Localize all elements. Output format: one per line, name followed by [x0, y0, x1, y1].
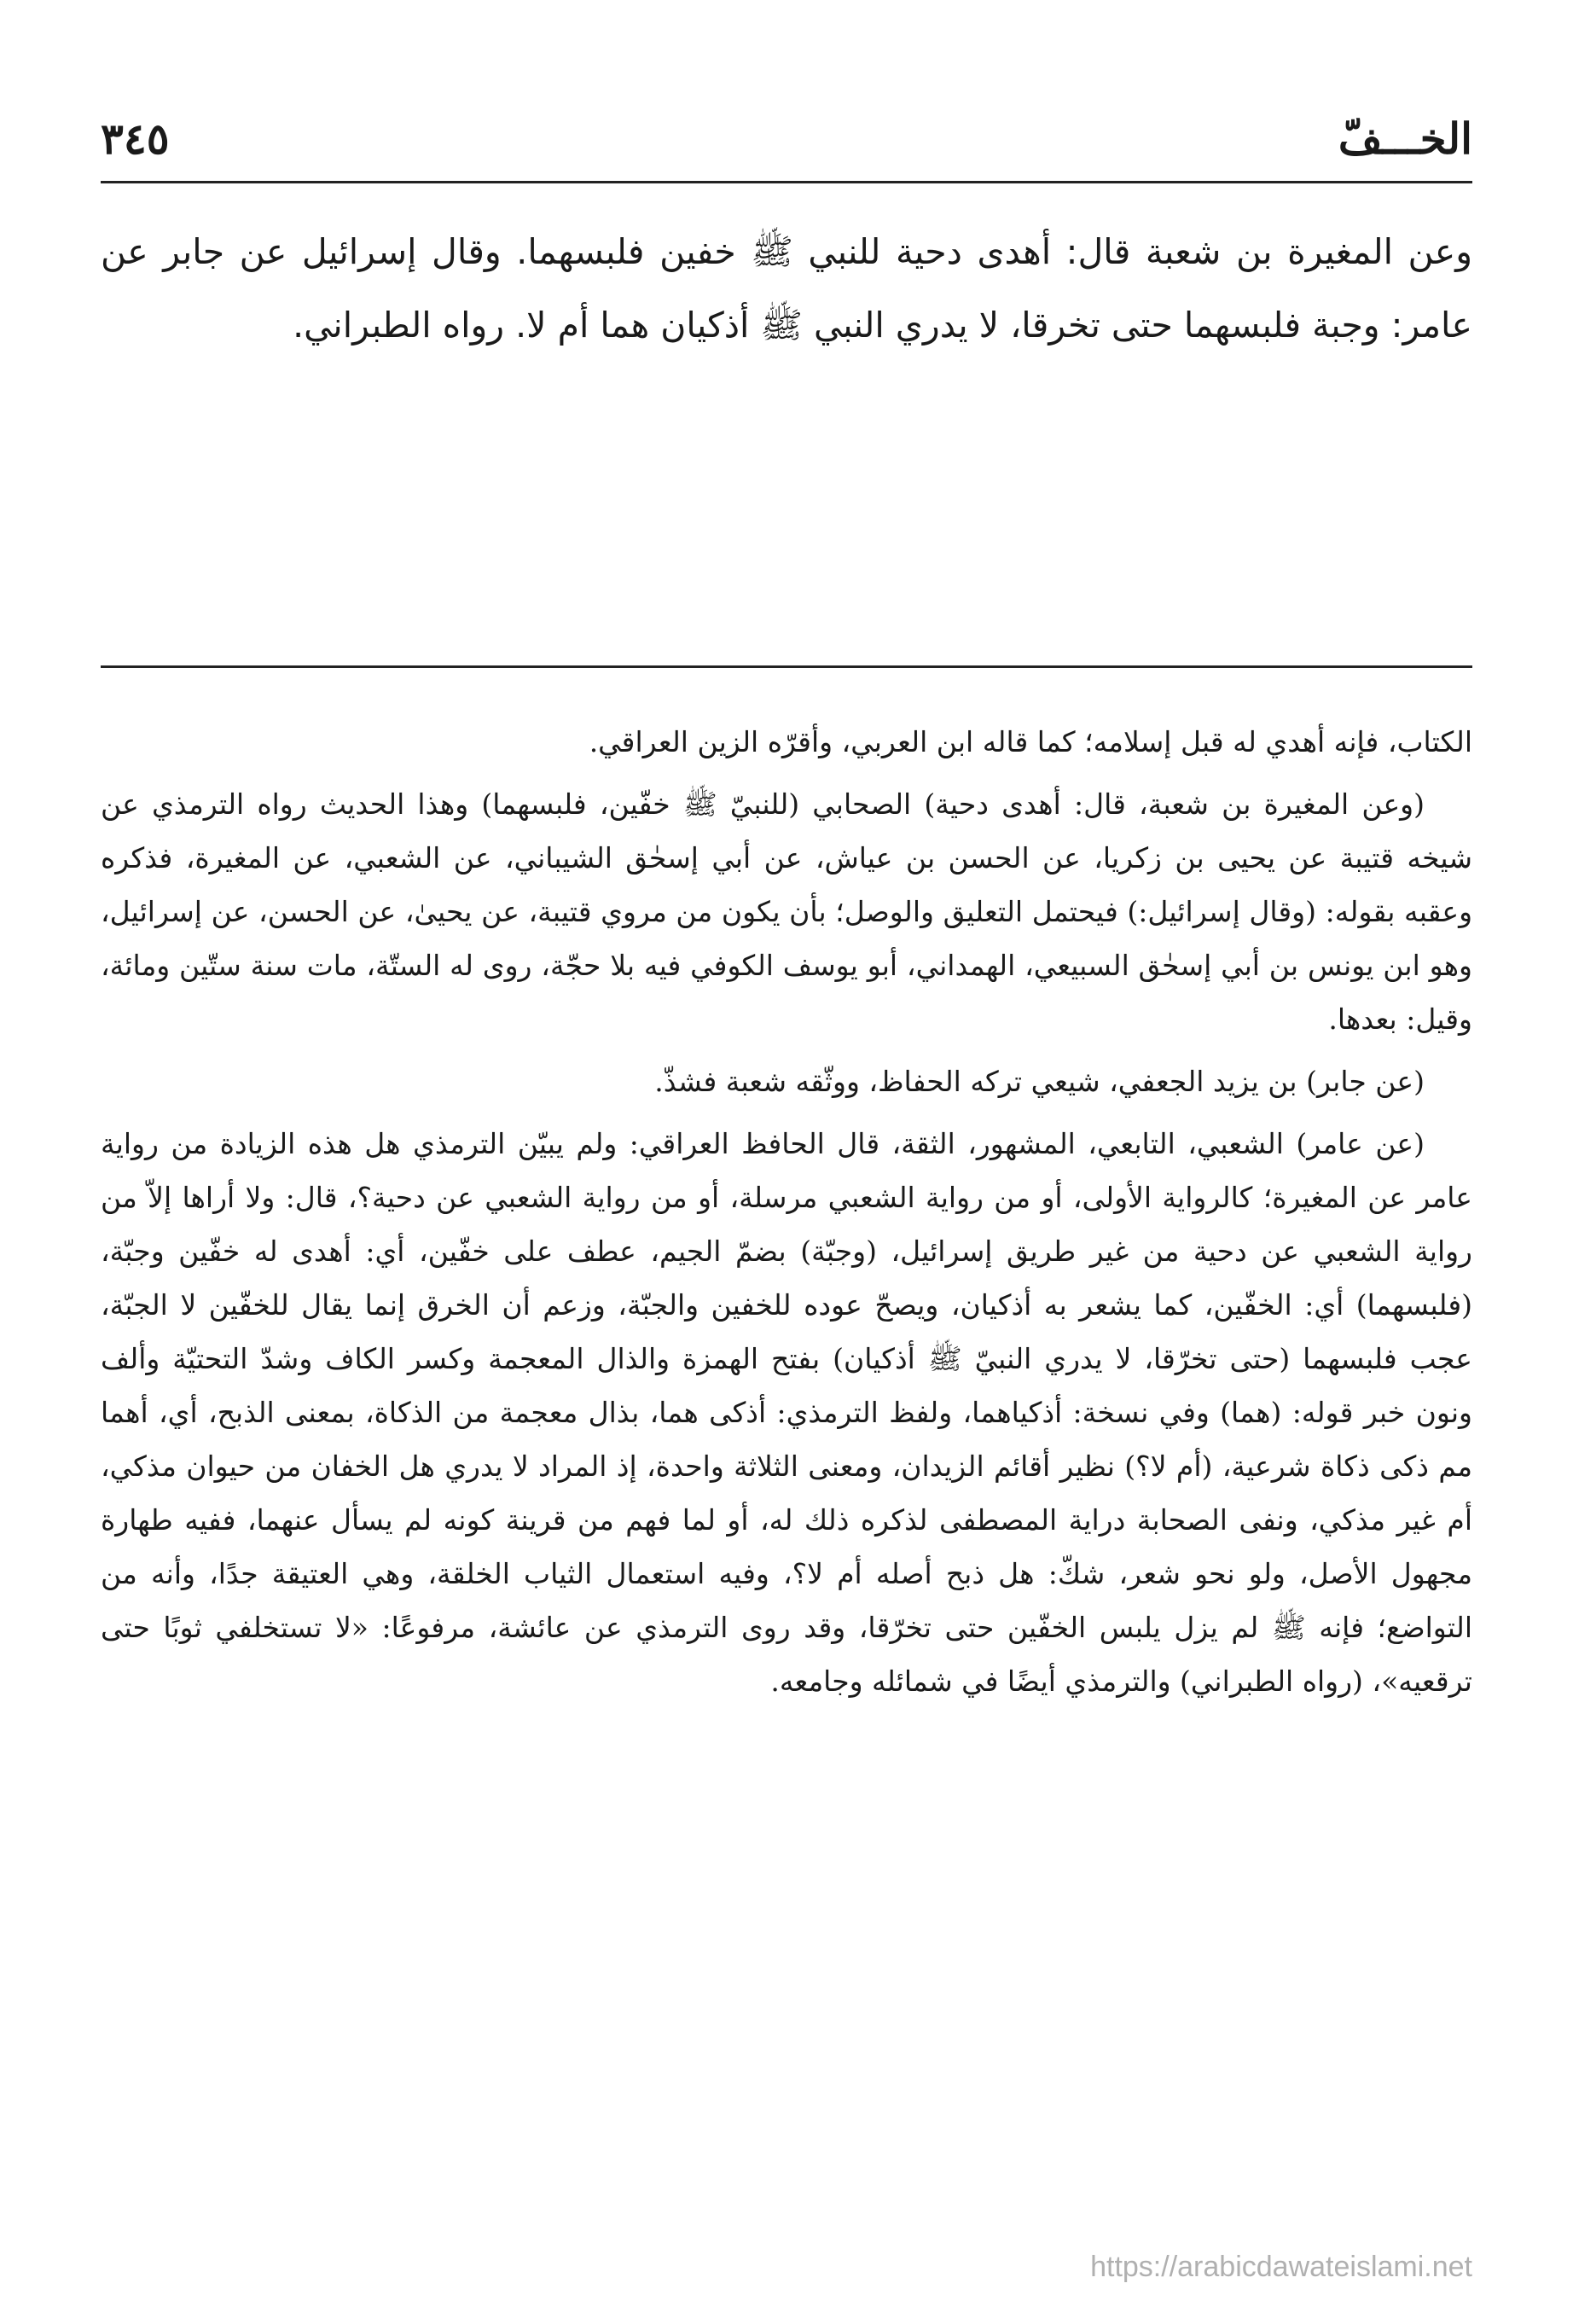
watermark-url: https://arabicdawateislami.net [1090, 2251, 1472, 2283]
commentary-paragraph: (عن جابر) بن يزيد الجعفي، شيعي تركه الحفاظ، ووثّقه شعبة فشذّ. [654, 1065, 1425, 1098]
page-header [101, 101, 1472, 177]
commentary-paragraph: (وعن المغيرة بن شعبة، قال: أهدى دحية) الصحابي (للنبيّ ﷺ خفّين، فلبسهما) وهذا الحديث رواه الترمذي عن شيخه قتيبة عن يحيى بن زكريا، عن الحسن بن عياش، عن أبي إسحٰق الشيباني، عن الشعبي، عن المغيرة، فذكره وعقبه بقوله: (وقال إسرائيل:) فيحتمل التعليق والوصل؛ بأن يكون من مروي قتيبة، عن يحيىٰ، عن الحسن، عن إسرائيل، وهو ابن يونس بن أبي إسحٰق السبيعي، الهمداني، أبو يوسف الكوفي فيه بلا حجّة، روى له الستّة، مات سنة ستّين ومائة، وقيل: بعدها. [101, 787, 1472, 1036]
commentary-paragraph: (عن عامر) الشعبي، التابعي، المشهور، الثقة، قال الحافظ العراقي: ولم يبيّن الترمذي هل هذه الزيادة من رواية عامر عن المغيرة؛ كالرواية الأولى، أو من رواية الشعبي مرسلة، أو من رواية الشعبي عن دحية؟، قال: ولا أراها إلاّ من رواية الشعبي عن دحية من غير طريق إسرائيل، (وجبّة) بضمّ الجيم، عطف على خفّين، أي: أهدى له خفّين وجبّة، (فلبسهما) أي: الخفّين، كما يشعر به أذكيان، ويصحّ عوده للخفين والجبّة، وزعم أن الخرق إنما يقال للخفّين لا الجبّة، عجب فلبسهما (حتى تخرّقا، لا يدري النبيّ ﷺ أذكيان) بفتح الهمزة والذال المعجمة وكسر الكاف وشدّ التحتيّة وألف ونون خبر قوله: (هما) وفي نسخة: أذكياهما، ولفظ الترمذي: أذكى هما، بذال معجمة من الذكاة، بمعنى الذبح، أي، أهما مم ذكى ذكاة شرعية، (أم لا؟) نظير أقائم الزيدان، ومعنى الثلاثة واحدة، إذ المراد لا يدري هل الخفان من حيوان مذكي، أم غير مذكي، ونفى الصحابة دراية المصطفى لذكره ذلك له، أو لما فهم من قرينة كونه لم يسأل عنهما، ففيه طهارة مجهول الأصل، ولو نحو شعر، شكّ: هل ذبح أصله أم لا؟، وفيه استعمال الثياب الخلقة، وهي العتيقة جدًا، وأنه من التواضع؛ فإنه ﷺ لم يزل يلبس الخفّين حتى تخرّقا، وقد روى الترمذي عن عائشة، مرفوعًا: «لا تستخلفي ثوبًا حتى ترقعيه»، (رواه الطبراني) والترمذي أيضًا في شمائله وجامعه. [101, 1127, 1472, 1698]
page-number: ٣٤٥ [101, 113, 170, 164]
header-divider [101, 181, 1472, 183]
hadith-text: وعن المغيرة بن شعبة قال: أهدى دحية للنبي ﷺ خفين فلبسهما. وقال إسرائيل عن جابر عن عامر: وجبة فلبسهما حتى تخرقا، لا يدري النبي ﷺ أذكيان هما أم لا. رواه الطبراني. [101, 231, 1472, 346]
commentary-paragraph: الكتاب، فإنه أهدي له قبل إسلامه؛ كما قاله ابن العربي، وأقرّه الزين العراقي. [589, 725, 1472, 758]
commentary-divider [101, 665, 1472, 668]
chapter-title: الخـــفّ [1338, 113, 1472, 164]
commentary [101, 715, 1472, 1708]
